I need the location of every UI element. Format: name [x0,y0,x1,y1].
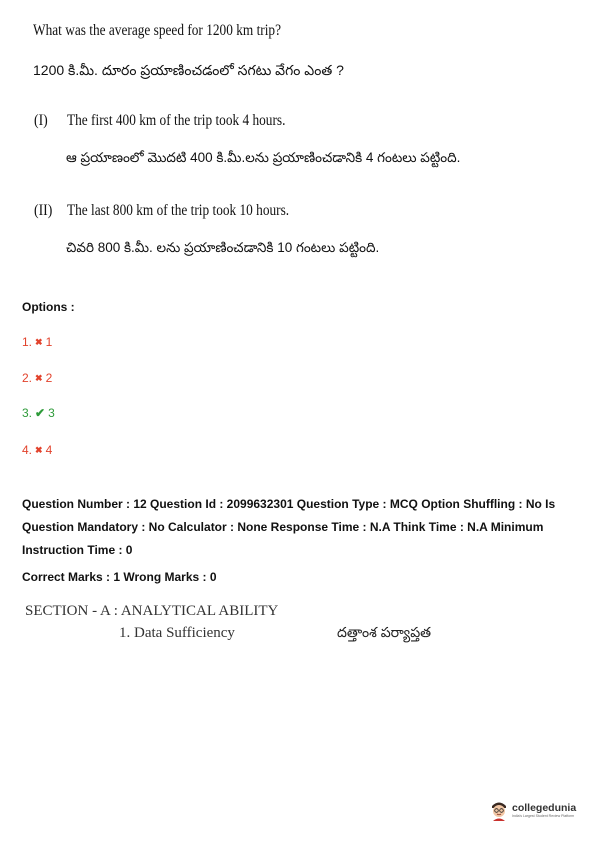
mascot-icon [489,799,509,821]
check-icon: ✔ [35,406,46,420]
option-1 [22,335,52,349]
options-title: Options : [22,300,75,314]
option-value: 3 [48,406,55,420]
cross-icon: ✖ [35,444,43,455]
cross-icon: ✖ [35,336,43,347]
option-number: 1. [22,335,33,349]
subsection-title-te: దత్తాంశ పర్యాప్తత [337,624,432,640]
brand-tagline: India's Largest Student Review Platform [512,814,575,818]
subsection-title-en: 1. Data Sufficiency [119,625,235,641]
cross-icon: ✖ [35,372,43,383]
statement-2-label: (II) [34,202,53,219]
option-2 [22,371,52,385]
option-value: 1 [45,335,53,349]
question-text-en: What was the average speed for 1200 km trip? [33,22,282,39]
statement-1-label: (I) [34,112,48,129]
statement-1-text-te: ఆ ప్రయాణంలో మొదటి 400 కి.మీ.లను ప్రయాణించడానికి 4 గంటలు పట్టింది. [66,150,461,165]
option-3 [22,406,55,420]
statement-2-text-te: చివరి 800 కి.మీ. లను ప్రయాణించడానికి 10 గంటలు పట్టింది. [66,240,380,255]
question-text-te: 1200 కి.మీ. దూరం ప్రయాణించడంలో సగటు వేగం ఎంత ? [33,62,344,78]
question-meta-line-1: Question Number : 12 Question Id : 2099632301 Question Type : MCQ Option Shuffling : No Is [22,497,556,511]
statement-2-text-en: The last 800 km of the trip took 10 hours. [67,202,290,219]
marks-info: Correct Marks : 1 Wrong Marks : 0 [22,570,217,584]
section-title: SECTION - A : ANALYTICAL ABILITY [25,603,279,619]
option-value: 2 [45,371,53,385]
question-meta-line-3: Instruction Time : 0 [22,543,133,557]
statement-1-text-en: The first 400 km of the trip took 4 hours. [67,112,286,129]
option-value: 4 [45,443,53,457]
option-number: 4. [22,443,33,457]
question-meta-line-2: Question Mandatory : No Calculator : None Response Time : N.A Think Time : N.A Minimum [22,520,544,534]
option-4 [22,443,52,457]
option-number: 3. [22,406,33,420]
brand-name: collegedunia [512,802,577,814]
brand-logo [489,799,576,821]
option-number: 2. [22,371,33,385]
